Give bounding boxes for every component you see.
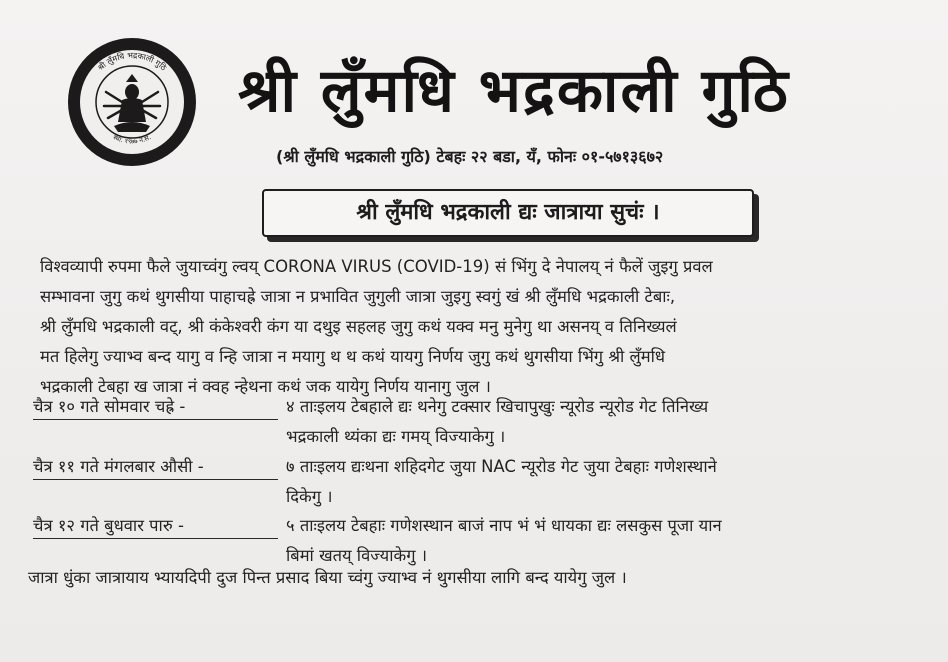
seal-top-text: श्री लुँमधि भद्रकाली गुठि: [96, 50, 168, 73]
seal-emblem-icon: [66, 36, 198, 168]
page-title: श्री लुँमधि भद्रकाली गुठि: [238, 56, 790, 126]
paragraph-line: मत हिलेगु ज्याभ्व बन्द यागु व न्हि जात्रा न मयागु थ थ कथं यायगु निर्णय जुगु कथं थुगसीया भिंगु श्री लुँमधि: [40, 347, 666, 366]
schedule-line: भद्रकाली थ्यंका द्यः गमय् विज्याकेगु ।: [286, 427, 506, 446]
paragraph-line: सम्भावना जुगु कथं थुगसीया पाहाचह्रे जात्रा न प्रभावित जुगुली जात्रा जुइगु स्वगुं खं श्री लुँमधि भद्रकाली टेबाः,: [40, 287, 676, 306]
paragraph-line: भद्रकाली टेबहा ख जात्रा नं क्वह न्हेथना कथं जक यायेगु निर्णय यानागु जुल ।: [40, 377, 491, 396]
schedule-date-label: चैत्र ११ गते मंगलबार औसी -: [33, 452, 298, 482]
paragraph-line: श्री लुँमधि भद्रकाली वट्, श्री कंकेश्वरी कंग या दथुइ सहलह जुगु कथं यक्व मनु मुनेगु था असनय् व तिनिख्यलं: [40, 317, 677, 336]
schedule-line: बिमां खतय् विज्याकेगु ।: [286, 546, 427, 565]
notice-title: श्री लुँमधि भद्रकाली द्यः जात्राया सुचंः ।: [356, 200, 660, 225]
schedule-description: [286, 452, 922, 512]
schedule-line: ७ ताःइलय द्यःथना शहिदगेट जुया NAC न्यूरोड गेट जुया टेबहाः गणेशस्थाने: [286, 457, 717, 476]
schedule-line: ५ ताःइलय टेबहाः गणेशस्थान बाजं नाप भं भं धायका द्यः लसकुस पूजा यान: [286, 516, 722, 535]
header-address: (श्री लुँमधि भद्रकाली गुठि) टेबहः २२ बडा, यँ, फोनः ०१-५७१३६७२: [276, 147, 664, 166]
schedule-date-label: चैत्र १२ गते बुधवार पारु -: [33, 511, 298, 541]
schedule-description: [286, 511, 922, 571]
schedule-line: दिकेगु ।: [286, 487, 333, 506]
notice-title-box: [262, 189, 754, 237]
schedule-description: [286, 392, 922, 452]
seal-bottom-text: स्था. १९७७ ने.सं.: [111, 133, 153, 146]
closing-note: जात्रा धुंका जात्रायाय भ्यायदिपी दुज पिन्त प्रसाद बिया च्वंगु ज्याभ्व नं थुगसीया लागि बन्द यायेगु जुल ।: [28, 568, 627, 587]
intro-paragraph: [40, 252, 920, 402]
schedule-line: ४ ताःइलय टेबहाले द्यः थनेगु टक्सार खिचापुखुः न्यूरोड न्यूरोड गेट तिनिख्य: [286, 397, 709, 416]
paragraph-line: विश्वव्यापी रुपमा फैले जुयाच्वंगु ल्वय् CORONA VIRUS (COVID-19) सं भिंगु दे नेपालय् नं फैलें जुइगु प्रवल: [40, 257, 713, 276]
schedule-date-label: चैत्र १० गते सोमवार चह्रे -: [33, 392, 298, 422]
guthi-seal-logo: [66, 36, 198, 168]
